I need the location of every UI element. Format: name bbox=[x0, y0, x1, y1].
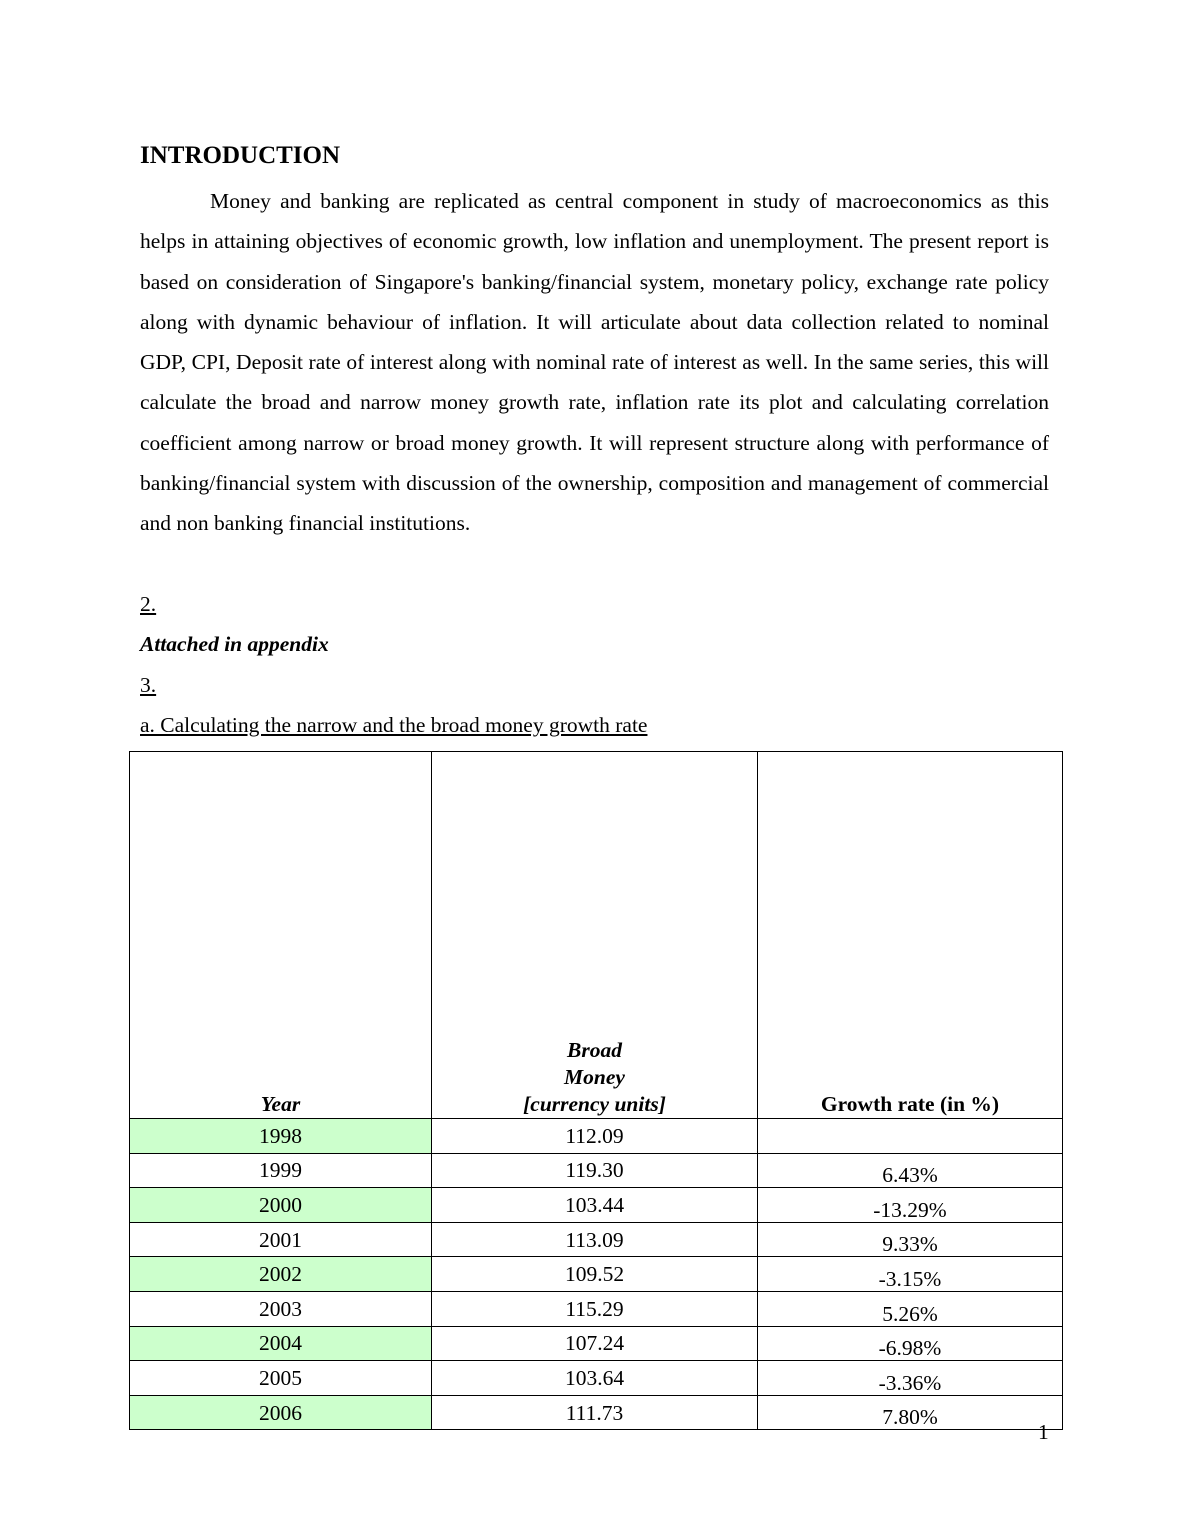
year-cell: 1999 bbox=[130, 1153, 432, 1188]
year-cell: 1998 bbox=[130, 1119, 432, 1154]
growth-rate-cell: -13.29% bbox=[758, 1188, 1063, 1223]
growth-rate-cell bbox=[758, 1119, 1063, 1154]
broad-money-cell: 103.44 bbox=[432, 1188, 758, 1223]
broad-money-cell: 103.64 bbox=[432, 1361, 758, 1396]
table-row bbox=[130, 1395, 1063, 1430]
section-3a-title: a. Calculating the narrow and the broad money growth rate bbox=[140, 713, 648, 737]
broad-money-cell: 112.09 bbox=[432, 1119, 758, 1154]
growth-rate-cell: 6.43% bbox=[758, 1153, 1063, 1188]
growth-rate-cell: 9.33% bbox=[758, 1222, 1063, 1257]
broad-money-cell: 113.09 bbox=[432, 1222, 758, 1257]
header-growth-rate bbox=[758, 752, 1063, 1119]
table-row bbox=[130, 1153, 1063, 1188]
header-broad-money bbox=[432, 752, 758, 1119]
header-broad-money-line3: [currency units] bbox=[523, 1092, 666, 1116]
header-year bbox=[130, 752, 432, 1119]
year-cell: 2000 bbox=[130, 1188, 432, 1223]
year-cell: 2001 bbox=[130, 1222, 432, 1257]
year-cell: 2003 bbox=[130, 1291, 432, 1326]
year-cell: 2005 bbox=[130, 1361, 432, 1396]
header-growth-label: Growth rate (in %) bbox=[820, 1092, 1000, 1116]
year-cell: 2002 bbox=[130, 1257, 432, 1292]
page-number: 1 bbox=[1038, 1420, 1049, 1444]
growth-rate-cell: 7.80% bbox=[758, 1395, 1063, 1430]
table-row bbox=[130, 1222, 1063, 1257]
broad-money-cell: 109.52 bbox=[432, 1257, 758, 1292]
section-3-number: 3. bbox=[140, 673, 157, 697]
table-row bbox=[130, 1257, 1063, 1292]
header-broad-money-line1: Broad bbox=[567, 1038, 622, 1062]
table-row bbox=[130, 1188, 1063, 1223]
table-header-row bbox=[130, 752, 1063, 1119]
table-body bbox=[130, 752, 1063, 1430]
intro-paragraph: Money and banking are replicated as central component in study of macroeconomics as this helps in attaining objectives of economic growth, low inflation and unemployment. The present report is based on consideration of Singapore's banking/financial system, monetary policy, exchange rate policy along with dynamic behaviour of inflation. It will articulate about data collection related to nominal GDP, CPI, Deposit rate of interest along with nominal rate of interest as well. In the same series, this will calculate the broad and narrow money growth rate, inflation rate its plot and calculating correlation coefficient among narrow or broad money growth. It will represent structure along with performance of banking/financial system with discussion of the ownership, composition and management of commercial and non banking financial institutions. bbox=[140, 189, 1049, 536]
section-2-number: 2. bbox=[140, 592, 157, 616]
year-cell: 2006 bbox=[130, 1395, 432, 1430]
table-row bbox=[130, 1361, 1063, 1396]
header-broad-money-line2: Money bbox=[564, 1065, 625, 1089]
growth-rate-cell: -6.98% bbox=[758, 1326, 1063, 1361]
section-heading: INTRODUCTION bbox=[140, 142, 341, 169]
header-year-label: Year bbox=[260, 1092, 301, 1116]
section-2-note: Attached in appendix bbox=[140, 632, 329, 656]
broad-money-cell: 119.30 bbox=[432, 1153, 758, 1188]
growth-rate-cell: -3.36% bbox=[758, 1361, 1063, 1396]
broad-money-cell: 115.29 bbox=[432, 1291, 758, 1326]
table-row bbox=[130, 1119, 1063, 1154]
broad-money-table bbox=[129, 751, 1063, 1430]
growth-rate-cell: -3.15% bbox=[758, 1257, 1063, 1292]
table-row bbox=[130, 1326, 1063, 1361]
broad-money-cell: 111.73 bbox=[432, 1395, 758, 1430]
growth-rate-cell: 5.26% bbox=[758, 1291, 1063, 1326]
year-cell: 2004 bbox=[130, 1326, 432, 1361]
broad-money-cell: 107.24 bbox=[432, 1326, 758, 1361]
table-row bbox=[130, 1291, 1063, 1326]
